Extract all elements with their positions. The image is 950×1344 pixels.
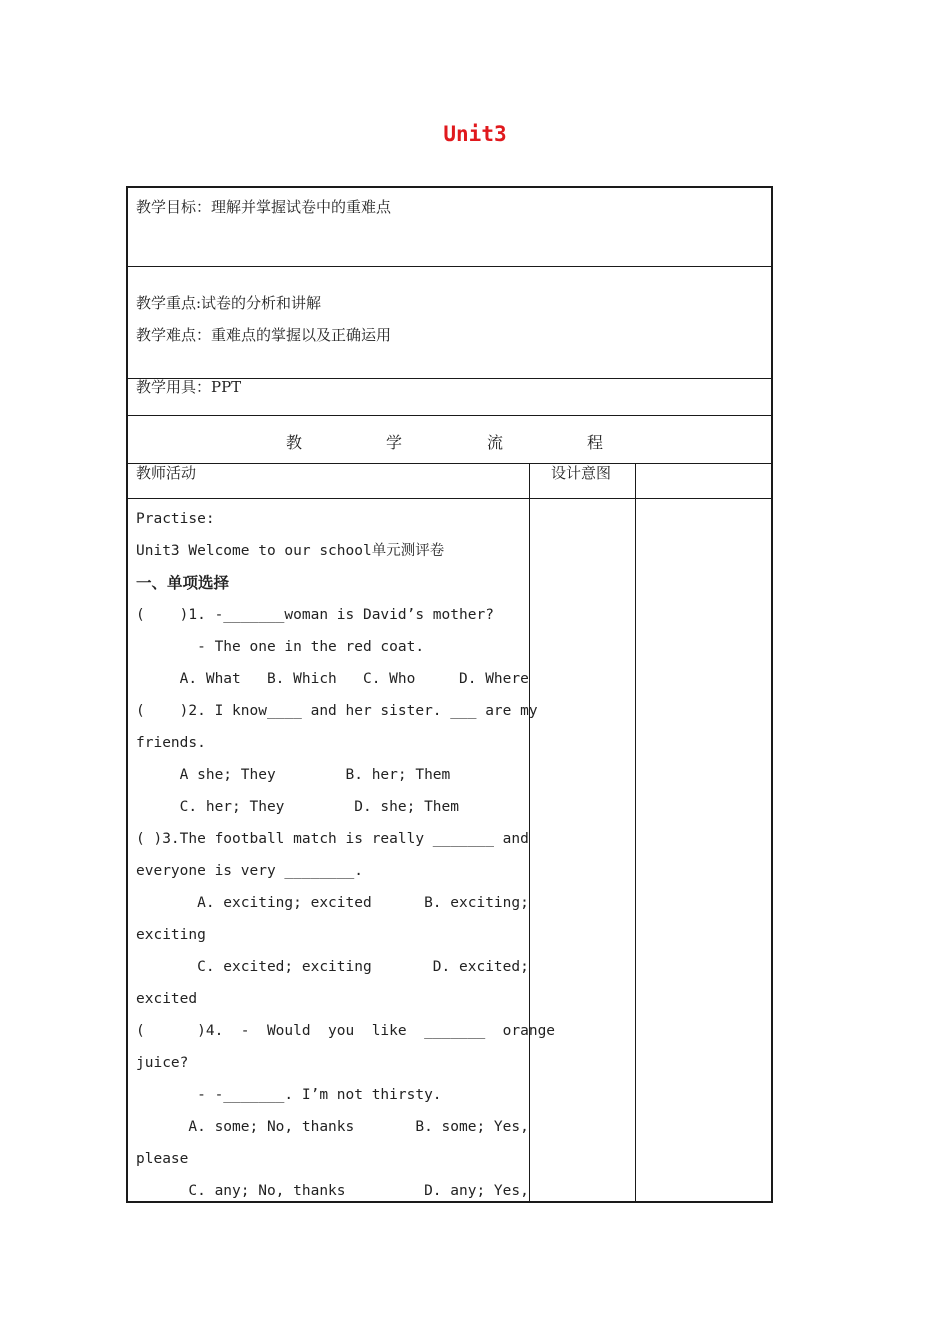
row-divider [126, 463, 773, 464]
flow-heading-char: 流 [487, 433, 504, 452]
flow-heading-char: 程 [587, 433, 604, 452]
option-line: C. excited; exciting D. excited; [136, 959, 529, 975]
row-divider [126, 498, 773, 499]
question-line: juice? [136, 1055, 189, 1071]
option-line: please [136, 1151, 189, 1167]
design-intent-header: 设计意图 [551, 464, 612, 482]
row-divider [126, 266, 773, 267]
teaching-key-point: 教学重点:试卷的分析和讲解 [136, 294, 322, 312]
option-line: excited [136, 991, 198, 1007]
option-line: C. her; They D. she; Them [136, 799, 460, 815]
option-line: A. some; No, thanks B. some; Yes, [136, 1119, 529, 1135]
content-line: Unit3 Welcome to our school单元测评卷 [136, 543, 445, 559]
teaching-flow-heading [126, 427, 773, 459]
section-heading: 一、单项选择 [136, 574, 230, 592]
column-divider [529, 463, 530, 1203]
question-line: ( )3.The football match is really _______ and [136, 831, 529, 847]
question-line: friends. [136, 735, 206, 751]
teaching-difficulty: 教学难点：重难点的掌握以及正确运用 [136, 326, 392, 344]
question-line: ( )2. I know____ and her sister. ___ are my [136, 703, 538, 719]
row-divider [126, 415, 773, 416]
flow-heading-char: 学 [386, 433, 403, 452]
teaching-tools: 教学用具：PPT [136, 378, 242, 396]
option-line: A. exciting; excited B. exciting; [136, 895, 529, 911]
question-line: - The one in the red coat. [136, 639, 425, 655]
content-line: Practise: [136, 511, 215, 527]
question-line: ( )4. - Would you like _______ orange [136, 1023, 556, 1039]
teacher-activity-header: 教师活动 [136, 464, 197, 482]
question-line: everyone is very ________. [136, 863, 363, 879]
column-divider [635, 463, 636, 1203]
document-title: Unit3 [443, 122, 507, 146]
option-line: A. What B. Which C. Who D. Where [136, 671, 529, 687]
question-line: ( )1. -_______woman is David’s mother? [136, 607, 494, 623]
option-line: exciting [136, 927, 206, 943]
flow-heading-char: 教 [286, 433, 303, 452]
option-line: C. any; No, thanks D. any; Yes, [136, 1183, 529, 1199]
teaching-objective: 教学目标：理解并掌握试卷中的重难点 [136, 198, 392, 216]
option-line: A she; They B. her; Them [136, 767, 451, 783]
question-line: - -_______. I’m not thirsty. [136, 1087, 442, 1103]
